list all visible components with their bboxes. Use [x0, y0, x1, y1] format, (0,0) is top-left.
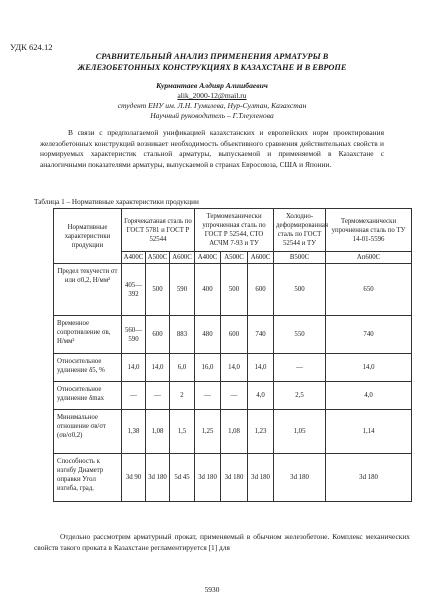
author-affiliation: студент ЕНУ им. Л.Н. Гумилева, Нур-Султан, Казахстан	[117, 101, 307, 110]
value-cell: 1,5	[170, 410, 195, 454]
supervisor: Научный руководитель – Г.Тлеуленова	[150, 111, 274, 120]
value-cell: 500	[221, 264, 248, 316]
row-label: Способность к изгибу Диаметр оправки Угол изгиба, град.	[54, 454, 122, 502]
header-group-thermomech: Термомеханически упрочненная сталь по ГОСТ Р 52544, СТО АСЧМ 7-93 и ТУ	[195, 209, 274, 252]
value-cell: 740	[326, 316, 412, 354]
row-label: Минимальное отношение σв/σт (σв/σ0,2)	[54, 410, 122, 454]
value-cell: 5d 45	[170, 454, 195, 502]
row-label: Временное сопротивление σв, Н/мм²	[54, 316, 122, 354]
author-email[interactable]: alik_2000-12@mail.ru	[177, 91, 247, 100]
value-cell: 3d 180	[274, 454, 326, 502]
author-name: Курмантаев Алдияр Алишбаевич	[156, 81, 268, 90]
header-characteristics: Нормативные характеристики продукции	[54, 209, 122, 264]
value-cell: 1,38	[122, 410, 146, 454]
value-cell: 1,25	[195, 410, 221, 454]
value-cell: 3d 180	[248, 454, 274, 502]
value-cell: 4,0	[326, 382, 412, 410]
abstract	[40, 128, 384, 170]
header-group-cold-deformed: Холодно-деформированная сталь по ГОСТ 52544 и ТУ	[274, 209, 326, 252]
value-cell: —	[221, 382, 248, 410]
value-cell: 3d 180	[195, 454, 221, 502]
value-cell: 1,08	[221, 410, 248, 454]
row-label: Предел текучести σт или σ0,2, Н/мм²	[54, 264, 122, 316]
value-cell: 590	[170, 264, 195, 316]
class-cell: А400С	[195, 252, 221, 264]
class-cell: А500С	[146, 252, 170, 264]
header-group-thermomech-tu: Термомеханически упрочненная сталь по ТУ 14-01-5596	[326, 209, 412, 252]
value-cell: 14,0	[122, 354, 146, 382]
value-cell: 600	[248, 264, 274, 316]
page-number: 5930	[204, 585, 220, 594]
value-cell: 16,0	[195, 354, 221, 382]
value-cell: 14,0	[221, 354, 248, 382]
value-cell: 1,23	[248, 410, 274, 454]
paper-title	[30, 51, 394, 73]
value-cell: 550	[274, 316, 326, 354]
row-label: Относительное удлинение δmax	[54, 382, 122, 410]
class-cell: А600С	[170, 252, 195, 264]
udc-code: УДК 624.12	[10, 42, 53, 52]
header-group-hot-rolled: Горячекатаная сталь по ГОСТ 5781 и ГОСТ Р 52544	[122, 209, 195, 252]
row-label: Относительное удлинение δ5, %	[54, 354, 122, 382]
value-cell: 3d 180	[221, 454, 248, 502]
value-cell: 3d 90	[122, 454, 146, 502]
body-paragraph: Отдельно рассмотрим арматурный прокат, применяемый в обычном железобетоне. Комплекс механических свойств такого проката в Казахстане регламентируется [1] для	[34, 532, 410, 552]
body-text	[34, 531, 410, 553]
title-line-2: ЖЕЛЕЗОБЕТОННЫХ КОНСТРУКЦИЯХ В КАЗАХСТАНЕ И В ЕВРОПЕ	[77, 63, 347, 72]
table-row	[54, 264, 412, 316]
class-cell: А400С	[122, 252, 146, 264]
table-row	[54, 454, 412, 502]
value-cell: 740	[248, 316, 274, 354]
table-row	[54, 354, 412, 382]
value-cell: 560—590	[122, 316, 146, 354]
title-line-1: СРАВНИТЕЛЬНЫЙ АНАЛИЗ ПРИМЕНЕНИЯ АРМАТУРЫ В	[95, 52, 329, 61]
value-cell: 400	[195, 264, 221, 316]
abstract-paragraph: В связи с предполагаемой унификацией казахстанских и европейских норм проектирования железобетонных конструкций возникает необходимость объективного сравнения действительных свойств и нормируемых характеристик стальной арматуры, выпускаемой и применяемой в Казахстане с аналогичными показателями арматуры, выпускаемой в странах Евросоюза, США и Японии.	[40, 128, 384, 169]
value-cell: 3d 180	[326, 454, 412, 502]
value-cell: 405—392	[122, 264, 146, 316]
table-caption: Таблица 1 – Нормативные характеристики продукции	[34, 198, 199, 206]
value-cell: 650	[326, 264, 412, 316]
value-cell: 600	[146, 316, 170, 354]
value-cell: 14,0	[146, 354, 170, 382]
value-cell: 500	[274, 264, 326, 316]
value-cell: 6,0	[170, 354, 195, 382]
table-row	[54, 316, 412, 354]
value-cell: 14,0	[248, 354, 274, 382]
value-cell: 2	[170, 382, 195, 410]
properties-table	[53, 208, 412, 502]
value-cell: 500	[146, 264, 170, 316]
class-cell: А500С	[221, 252, 248, 264]
value-cell: 1,05	[274, 410, 326, 454]
value-cell: 600	[221, 316, 248, 354]
class-cell: В500С	[274, 252, 326, 264]
value-cell: 1,14	[326, 410, 412, 454]
value-cell: —	[146, 382, 170, 410]
value-cell: 2,5	[274, 382, 326, 410]
value-cell: 14,0	[326, 354, 412, 382]
table-row	[54, 382, 412, 410]
value-cell: 4,0	[248, 382, 274, 410]
value-cell: —	[274, 354, 326, 382]
class-cell: А600С	[248, 252, 274, 264]
value-cell: 1,08	[146, 410, 170, 454]
table-header-row	[54, 209, 412, 252]
value-cell: 480	[195, 316, 221, 354]
value-cell: 883	[170, 316, 195, 354]
table-row	[54, 410, 412, 454]
value-cell: —	[122, 382, 146, 410]
class-cell: Ап600С	[326, 252, 412, 264]
value-cell: 3d 180	[146, 454, 170, 502]
value-cell: —	[195, 382, 221, 410]
